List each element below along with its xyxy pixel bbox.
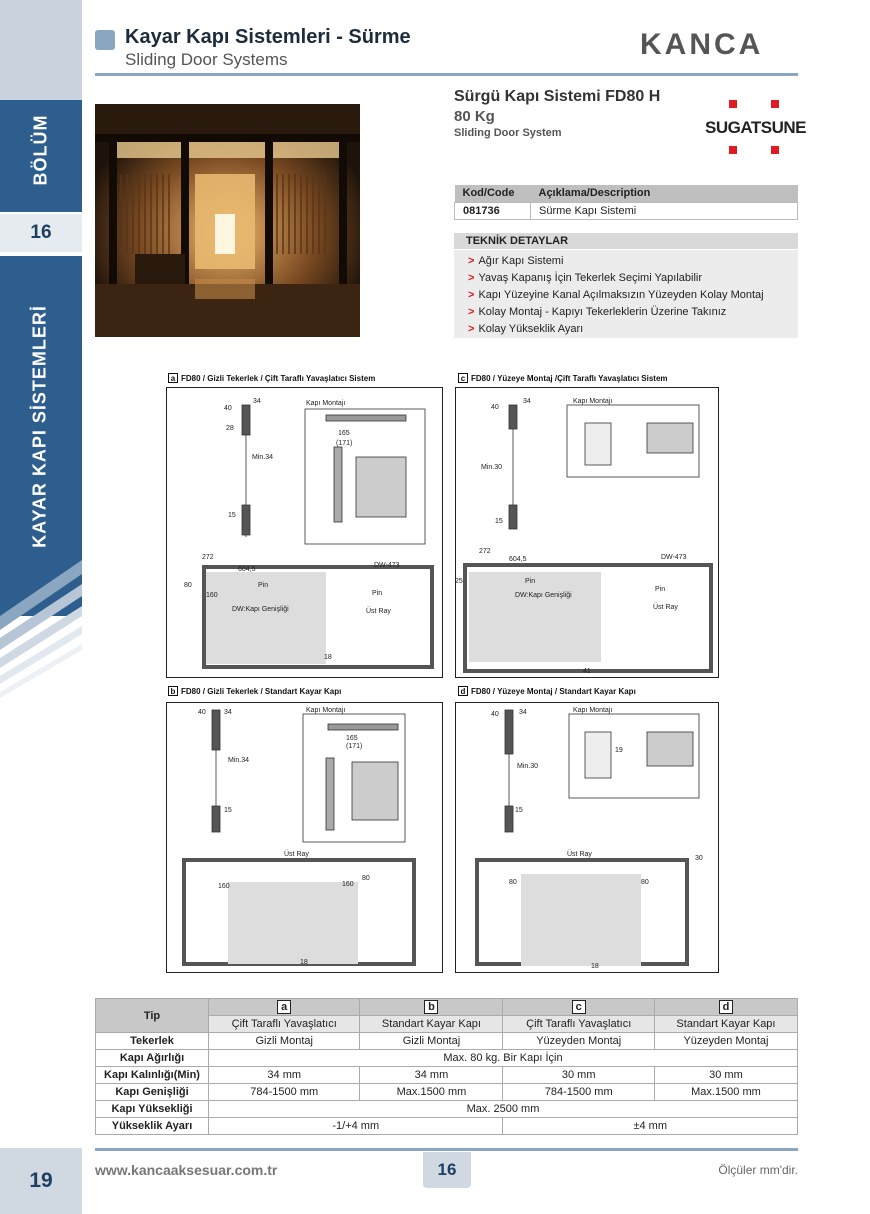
svg-text:272: 272	[202, 554, 214, 561]
description-header: Açıklama/Description	[531, 185, 798, 202]
code-table	[454, 185, 798, 220]
list-item: > Ağır Kapı Sistemi	[468, 255, 564, 267]
arrow-icon: >	[468, 289, 475, 301]
arrow-icon: >	[468, 272, 475, 284]
svg-text:19: 19	[615, 747, 623, 754]
footer-note: Ölçüler mm'dir.	[718, 1163, 798, 1177]
product-title: Sürgü Kapı Sistemi FD80 H	[454, 88, 661, 105]
svg-text:Kapı Montajı: Kapı Montajı	[573, 707, 613, 714]
product-weight: 80 Kg	[454, 108, 495, 125]
svg-text:Kapı Montajı: Kapı Montajı	[306, 400, 346, 407]
drawing-c-label: c FD80 / Yüzeye Montaj /Çift Taraflı Yavaşlatıcı Sistem	[458, 373, 668, 383]
footer-url[interactable]: www.kancaaksesuar.com.tr	[95, 1162, 278, 1178]
svg-text:Min.34: Min.34	[228, 757, 250, 764]
svg-text:40: 40	[198, 709, 206, 716]
svg-text:28: 28	[226, 425, 234, 432]
header-square-icon	[95, 30, 115, 50]
tip-label: Tip	[96, 999, 209, 1033]
svg-text:80: 80	[509, 879, 517, 886]
list-item: > Yavaş Kapanış İçin Tekerlek Seçimi Yapılabilir	[468, 272, 703, 284]
sidebar-section-block	[0, 100, 82, 212]
section-number: 16	[0, 212, 82, 254]
svg-text:Min.34: Min.34	[252, 454, 274, 461]
svg-text:(171): (171)	[336, 440, 353, 447]
svg-text:165: 165	[346, 735, 358, 742]
table-row: Kapı Kalınlığı(Min) 34 mm 34 mm 30 mm 30 mm	[96, 1067, 798, 1084]
svg-text:Pin: Pin	[372, 590, 383, 597]
col-d-letter: d	[654, 999, 797, 1016]
table-row: Kapı Ağırlığı Max. 80 kg. Bir Kapı İçin	[96, 1050, 798, 1067]
col-c-name: Çift Taraflı Yavaşlatıcı	[503, 1016, 654, 1033]
svg-text:Pin: Pin	[258, 582, 269, 589]
svg-text:Üst Ray: Üst Ray	[366, 608, 391, 615]
svg-text:Üst Ray: Üst Ray	[653, 604, 678, 611]
svg-text:80: 80	[362, 875, 370, 882]
svg-text:15: 15	[224, 807, 232, 814]
svg-text:34: 34	[224, 709, 232, 716]
svg-text:DW-473: DW-473	[661, 554, 687, 561]
arrow-icon: >	[468, 323, 475, 335]
drawing-b-label: b FD80 / Gizli Tekerlek / Standart Kayar Kapı	[168, 686, 341, 696]
table-row: Kapı Genişliği 784-1500 mm Max.1500 mm 784-1500 mm Max.1500 mm	[96, 1084, 798, 1101]
col-b-letter: b	[360, 999, 503, 1016]
svg-text:34: 34	[519, 709, 527, 716]
svg-text:160: 160	[218, 883, 230, 890]
svg-text:30: 30	[695, 855, 703, 862]
col-c-letter: c	[503, 999, 654, 1016]
product-photo	[95, 104, 360, 337]
svg-text:Pin: Pin	[525, 578, 536, 585]
svg-text:DW-473: DW-473	[374, 562, 400, 569]
arrow-icon: >	[468, 255, 475, 267]
description-value: Sürme Kapı Sistemi	[531, 202, 798, 219]
col-a-letter: a	[209, 999, 360, 1016]
table-row: Tekerlek Gizli Montaj Gizli Montaj Yüzeyden Montaj Yüzeyden Montaj	[96, 1033, 798, 1050]
svg-text:Min.30: Min.30	[481, 464, 503, 471]
svg-text:Min.30: Min.30	[517, 763, 539, 770]
svg-text:34: 34	[253, 398, 261, 405]
category-label: KAYAR KAPI SİSTEMLERİ	[29, 305, 50, 548]
page-subtitle: Sliding Door Systems	[125, 50, 288, 69]
svg-text:Üst Ray: Üst Ray	[567, 851, 592, 858]
svg-text:Kapı Montajı: Kapı Montajı	[306, 707, 346, 714]
brand-name: SUGATSUNE	[705, 118, 806, 137]
svg-text:272: 272	[479, 548, 491, 555]
kanca-logo: KANCA	[640, 28, 764, 61]
svg-text:15: 15	[228, 512, 236, 519]
technical-list	[454, 250, 798, 338]
list-item: > Kolay Yükseklik Ayarı	[468, 323, 584, 335]
svg-text:80: 80	[184, 582, 192, 589]
svg-text:160: 160	[342, 881, 354, 888]
page-number: 19	[0, 1148, 82, 1214]
code-header: Kod/Code	[455, 185, 531, 202]
footer-page-number: 16	[423, 1152, 471, 1188]
svg-text:18: 18	[591, 963, 599, 970]
list-item: > Kolay Montaj - Kapıyı Tekerleklerin Üzerine Takınız	[468, 306, 727, 318]
svg-text:(171): (171)	[346, 743, 363, 750]
svg-text:160: 160	[206, 592, 218, 599]
sugatsune-logo	[705, 98, 806, 156]
svg-text:18: 18	[300, 959, 308, 966]
col-a-name: Çift Taraflı Yavaşlatıcı	[209, 1016, 360, 1033]
drawing-a-label: a FD80 / Gizli Tekerlek / Çift Taraflı Yavaşlatıcı Sistem	[168, 373, 375, 383]
footer-divider	[95, 1148, 798, 1151]
svg-text:40: 40	[491, 404, 499, 411]
svg-text:25: 25	[455, 578, 463, 585]
svg-text:Kapı Montajı: Kapı Montajı	[573, 398, 613, 405]
svg-text:41: 41	[583, 668, 591, 675]
section-label: BÖLÜM	[30, 114, 51, 186]
svg-text:604,5: 604,5	[509, 556, 527, 563]
svg-text:DW:Kapı Genişliği: DW:Kapı Genişliği	[515, 592, 572, 599]
drawing-c	[455, 387, 719, 678]
svg-text:40: 40	[224, 405, 232, 412]
drawing-b	[166, 702, 443, 973]
svg-text:604,5: 604,5	[238, 566, 256, 573]
arrow-icon: >	[468, 306, 475, 318]
col-d-name: Standart Kayar Kapı	[654, 1016, 797, 1033]
svg-text:15: 15	[515, 807, 523, 814]
svg-text:Pin: Pin	[655, 586, 666, 593]
svg-text:165: 165	[338, 430, 350, 437]
svg-text:40: 40	[491, 711, 499, 718]
table-row: Yükseklik Ayarı -1/+4 mm ±4 mm	[96, 1118, 798, 1135]
drawing-d-label: d FD80 / Yüzeye Montaj / Standart Kayar Kapı	[458, 686, 636, 696]
sidebar-top-block	[0, 0, 82, 100]
svg-text:15: 15	[495, 518, 503, 525]
table-row: Kapı Yüksekliği Max. 2500 mm	[96, 1101, 798, 1118]
drawing-d	[455, 702, 719, 973]
svg-text:DW:Kapı Genişliği: DW:Kapı Genişliği	[232, 606, 289, 613]
product-subtitle: Sliding Door System	[454, 127, 562, 139]
code-value: 081736	[455, 202, 531, 219]
svg-text:18: 18	[324, 654, 332, 661]
header-divider	[95, 73, 798, 76]
svg-text:Üst Ray: Üst Ray	[284, 851, 309, 858]
sidebar-stripes	[0, 560, 82, 710]
svg-text:34: 34	[523, 398, 531, 405]
svg-text:80: 80	[641, 879, 649, 886]
spec-table	[95, 998, 798, 1135]
col-b-name: Standart Kayar Kapı	[360, 1016, 503, 1033]
sidebar	[0, 0, 82, 1214]
drawing-a	[166, 387, 443, 678]
page-title: Kayar Kapı Sistemleri - Sürme	[125, 26, 411, 48]
list-item: > Kapı Yüzeyine Kanal Açılmaksızın Yüzeyden Kolay Montaj	[468, 289, 764, 301]
technical-heading: TEKNİK DETAYLAR	[454, 233, 798, 249]
